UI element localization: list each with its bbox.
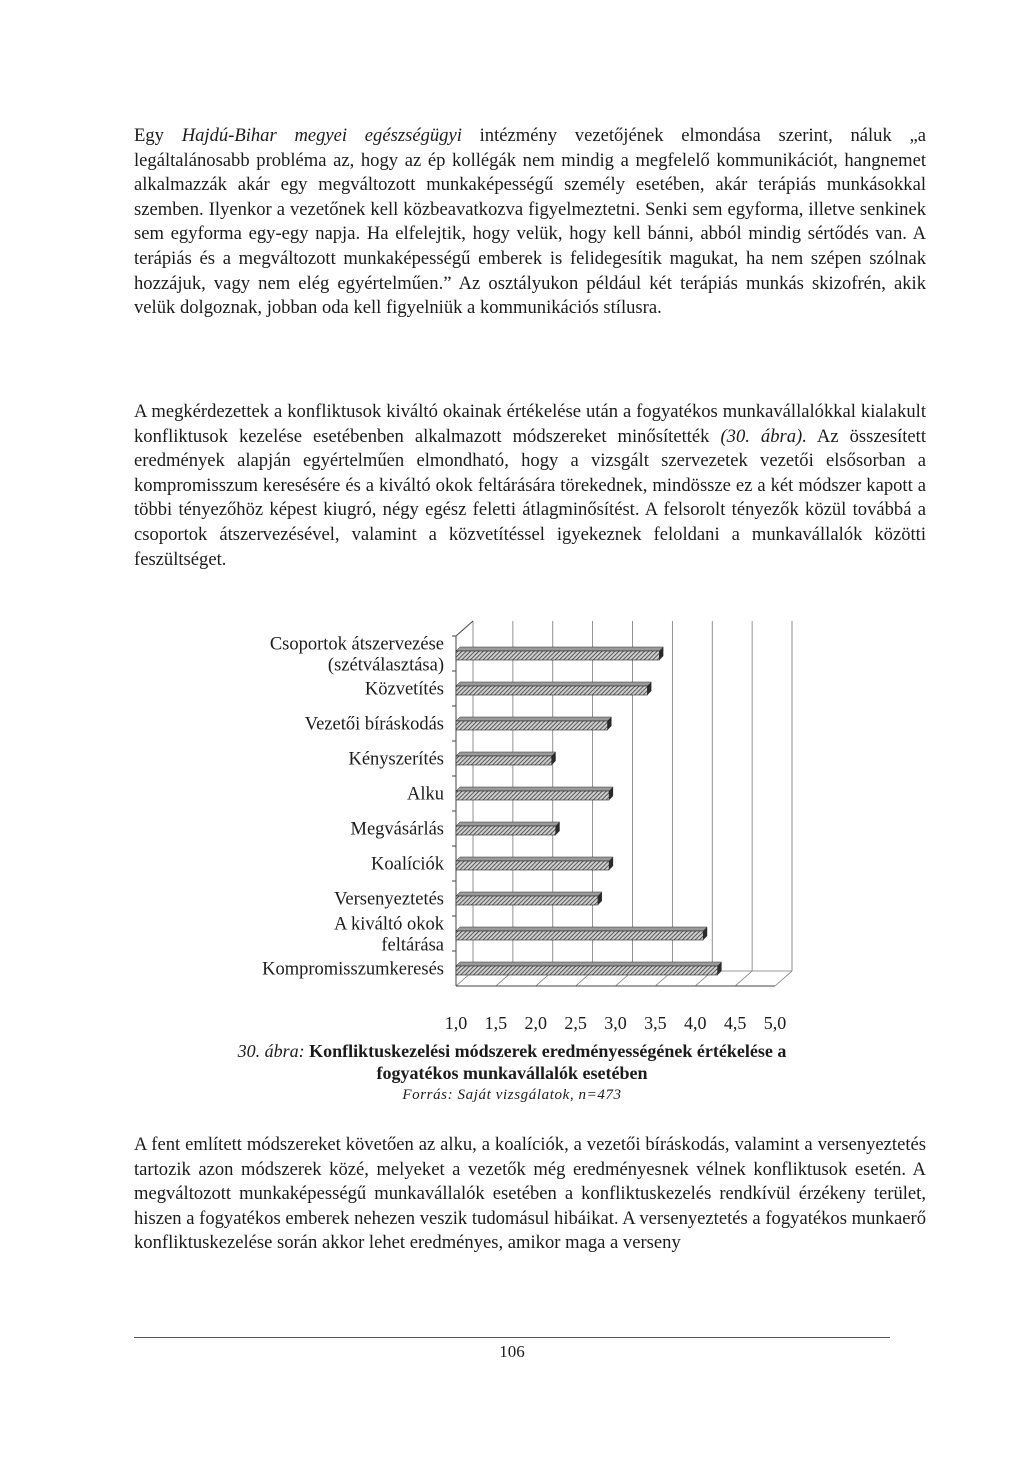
x-tick-label: 2,5 [564, 1013, 587, 1033]
bar-top [456, 927, 707, 931]
figure-caption [0, 1040, 1024, 1062]
bar-top [456, 752, 556, 756]
x-tick-label: 4,5 [723, 1013, 747, 1033]
bar [456, 651, 659, 660]
region-name: Hajdú-Bihar megyei egészségügyi [181, 125, 462, 146]
x-tick-label: 3,5 [644, 1013, 667, 1033]
bar [456, 896, 598, 905]
category-label: A kiváltó okok [334, 914, 444, 935]
bar [456, 756, 552, 765]
bar [456, 826, 556, 835]
category-label: Vezetői bíráskodás [304, 714, 444, 735]
category-label: (szétválasztása) [327, 655, 444, 676]
figure-source: Forrás: Saját vizsgálatok, n=473 [402, 1087, 622, 1103]
bar-top [456, 647, 663, 651]
x-tick-label: 3,0 [604, 1013, 627, 1033]
bar [456, 791, 609, 800]
paragraph-discussion: A fent említett módszereket követően az alku, a koalíciók, a vezetői bíráskodás, valamint a versenyeztetés tartozik azon módszerek közé, melyeket a vezetők még eredményesnek vélnek konfliktusok esetén. A megváltozott munkaképességű munkavállalók esetében a konfliktuskezelés rendkívül érzékeny terület, hiszen a fogyatékos emberek nehezen veszik tudomásul hibáikat. A versenyeztetés a fogyatékos munkaerő konfliktuskezelése során akkor lehet eredményes, amikor maga a verseny [134, 1134, 926, 1254]
x-tick-label: 5,0 [763, 1013, 787, 1033]
bar-top [456, 787, 613, 791]
paragraph-intro: Egy Hajdú-Bihar megyei egészségügyi intézmény vezetőjének elmondása szerint, náluk „a legáltalánosabb probléma az, hogy az ép kollégák nem mindig a megfelelő kommunikációt, hangnemet alkalmazzák akár egy megváltozott munkaképességű személy esetében, akár terápiás munkásokkal szemben. Ilyenkor a vezetőnek kell közbeavatkozva figyelmeztetni. Senki sem egyforma, illetve senkinek sem egyforma egy-egy napja. Ha elfelejtik, hogy velük, hogy kell bánni, abból mindig sértődés van. A terápiás és a megváltozott munkaképességű emberek is felidegesítik magukat, ha nem szépen szólnak hozzájuk, vagy nem elég egyértelműen.” Az osztályukon például két terápiás munkás skizofrén, akik velük dolgoznak, jobban oda kell figyelniük a kommunikációs stílusra. [134, 125, 926, 319]
category-label: Koalíciók [371, 854, 444, 875]
bar-top [456, 962, 722, 966]
bar-top [456, 822, 560, 826]
floor-gridline [735, 971, 752, 986]
bar [456, 721, 608, 730]
figure-title-line2: fogyatékos munkavállalók esetében [376, 1063, 648, 1083]
bar-top [456, 717, 612, 721]
floor-gridline [775, 971, 792, 986]
category-label: Megvásárlás [350, 819, 444, 840]
figure-label: 30. ábra: [237, 1041, 305, 1061]
footer-rule [134, 1337, 890, 1338]
bar [456, 686, 647, 695]
page-number: 106 [499, 1342, 525, 1361]
category-label: Csoportok átszervezése [269, 634, 444, 655]
figure-reference: (30. ábra). [720, 425, 807, 447]
bar [456, 931, 703, 940]
x-tick-label: 1,0 [444, 1013, 468, 1033]
bar-top [456, 892, 602, 896]
bar-top [456, 857, 613, 861]
x-tick-label: 1,5 [484, 1013, 508, 1033]
figure-title: Konfliktuskezelési módszerek eredményességének értékelése a [309, 1041, 787, 1061]
category-label: feltárása [381, 935, 444, 956]
paragraph-methods: A megkérdezettek a konfliktusok kiváltó okainak értékelése után a fogyatékos munkavállalókkal kialakult konfliktusok kezelése esetébenben alkalmazott módszereket minősítették (30. ábra). Az összesített eredmények alapján egyértelműen elmondható, hogy a vizsgált szervezetek vezetői elsősorban a kompromisszum keresésére és a kiváltó okok feltárására törekednek, mindössze ez a két módszer kapott a többi tényezőhöz képest kiugró, négy egész feletti átlagminősítést. A felsorolt tényezők közül továbbá a csoportok átszervezésével, valamint a közvetítéssel igyekeznek feloldani a munkavállalók közötti feszültséget. [134, 401, 926, 570]
category-label: Kényszerítés [348, 749, 444, 770]
category-label: Versenyeztetés [334, 889, 444, 910]
x-tick-label: 2,0 [524, 1013, 547, 1033]
category-label: Alku [407, 784, 444, 805]
category-label: Közvetítés [364, 679, 444, 700]
bar [456, 861, 609, 870]
y-axis-depth-line [456, 621, 473, 636]
bar [456, 966, 718, 975]
bar-top [456, 682, 651, 686]
x-tick-label: 4,0 [684, 1013, 707, 1033]
category-label: Kompromisszumkeresés [262, 959, 444, 980]
conflict-methods-bar-chart [0, 612, 1024, 1037]
